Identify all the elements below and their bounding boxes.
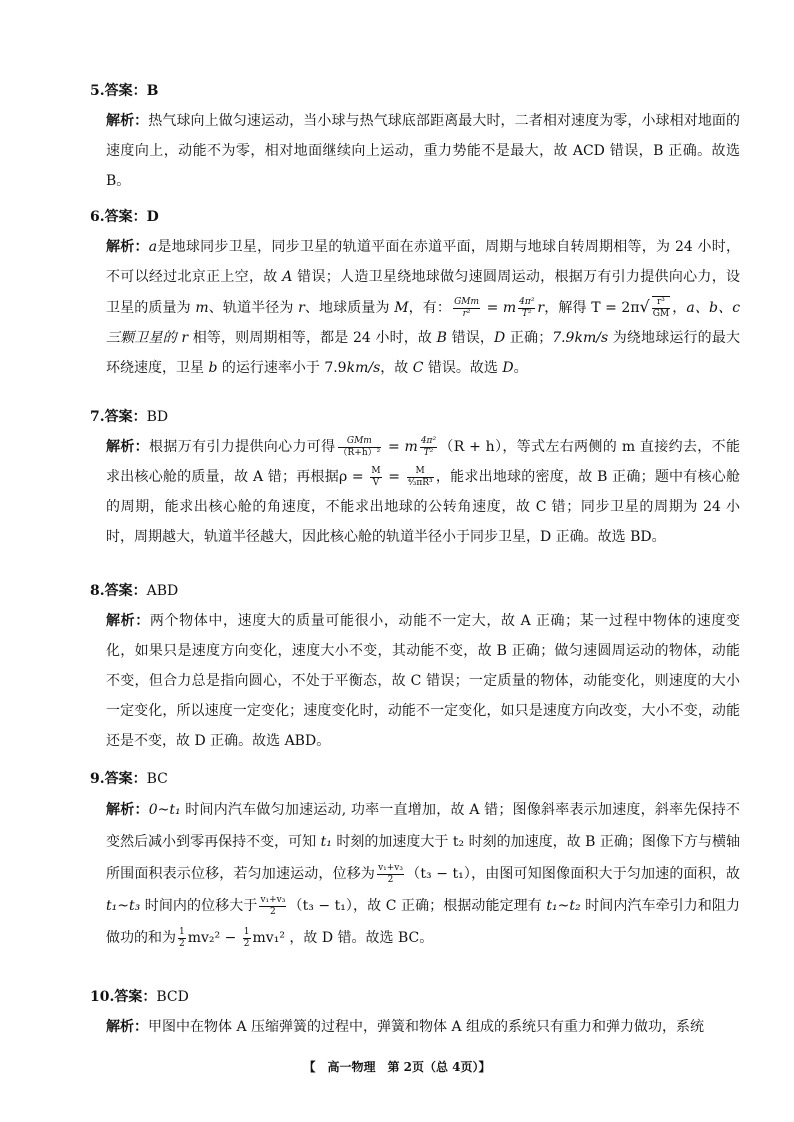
var-a: a [148, 239, 158, 255]
var-r: r [298, 300, 305, 316]
unit-kms: km/s [346, 360, 381, 376]
question-5 [90, 80, 740, 196]
equation-part: mv₁² [252, 930, 285, 946]
frac-num: GMm [454, 296, 480, 307]
answer-value: B [146, 83, 159, 99]
answer-value: BD [146, 409, 169, 425]
answer-value: BCD [156, 989, 189, 1005]
question-10 [90, 986, 740, 1042]
analysis-label: 解析： [106, 239, 149, 255]
analysis-text: ，能求出地球的密度，故 B 正确；题中有核心舱的周期，能求出核心舱的角速度，不能求出地球的公转角速度，故 C 错；同步卫星的周期为 24 小时，周期越大，轨道半径越大，因此核心舱的轨道半径小于同步卫星，D 正确。故选 BD。 [106, 469, 740, 545]
var-abc: a、b、c 三颗卫星的 [106, 300, 741, 346]
analysis-paragraph [106, 232, 740, 383]
analysis-text: 是地球同步卫星，同步卫星的轨道平面在赤道平面，周期与地球自转周期相等，为 24 小时，不可以经过北京正上空，故 [106, 239, 740, 285]
option-d: D [502, 360, 514, 376]
answer-value: BC [146, 771, 168, 787]
analysis-text: 时刻的加速度大于 t₂ 时刻的加速度，故 B 正确；图像下方与横轴所围面积表示位移，若匀加速运动，位移为 [106, 834, 741, 882]
answer-line [90, 206, 740, 228]
analysis-text: 相等，则周期相等，都是 24 小时，故 [188, 330, 437, 346]
frac-den: 2 [243, 938, 250, 949]
analysis-text: 、地球质量为 [304, 300, 395, 316]
answer-label: 答案： [104, 771, 147, 787]
frac-num: r³ [652, 297, 670, 309]
analysis-text: 错误；人造卫星绕地球做匀速圆周运动，根据万有引力提供向心力，设卫星的质量为 [106, 269, 740, 316]
question-number: 9. [90, 771, 105, 787]
analysis-text: ，故 D 错。故选 BC。 [284, 930, 434, 946]
frac-den: ⁴⁄₃πR³ [407, 477, 433, 488]
answer-line [90, 768, 740, 790]
answer-label: 答案： [104, 409, 147, 425]
question-number: 5. [90, 83, 105, 99]
fraction-4pi2-t2 [518, 297, 535, 320]
question-9 [90, 768, 740, 954]
answer-line [90, 406, 740, 428]
var-r: r [181, 330, 189, 346]
fraction-m-volume [407, 466, 434, 489]
option-a: A [282, 269, 293, 285]
answer-line [90, 80, 740, 102]
answer-label: 答案： [114, 989, 157, 1005]
analysis-paragraph [106, 606, 740, 756]
analysis-text: ，由图可知图像面积大于匀加速的面积，故 [471, 866, 741, 882]
option-b: B [436, 330, 447, 346]
fraction-half [243, 927, 251, 950]
equation-part: = m [482, 300, 517, 316]
equation-part: r [537, 300, 545, 316]
analysis-text: 。 [513, 360, 528, 376]
frac-den: T² [423, 447, 434, 458]
answer-label: 答案： [104, 83, 147, 99]
time-t1: t₁ [320, 834, 332, 850]
analysis-text: 时间内的位移大于 [140, 898, 258, 914]
sqrt-sign: √ [639, 297, 650, 316]
frac-den: V [372, 477, 380, 488]
analysis-text: ，等式左右两侧的 m 直接约去，不能求出核心舱的质量，故 A 错；再根据 [106, 439, 740, 485]
fraction-v1v3-2 [377, 863, 404, 886]
frac-num: 4π² [519, 296, 535, 307]
analysis-text: ， [672, 300, 687, 316]
var-m: m [195, 300, 209, 316]
equation-part: T = 2π [591, 300, 640, 316]
page-footer: 【 高一物理 第 2页（总 4页）】 [303, 1060, 491, 1074]
equation-part: ρ = [338, 469, 369, 485]
equation-part: （t₃ − t₁） [288, 898, 354, 914]
analysis-paragraph [106, 1012, 740, 1042]
fraction-v1v3-2 [259, 895, 286, 918]
fraction-m-v [370, 466, 381, 489]
frac-num: v₁+v₃ [260, 894, 286, 905]
time-t1-t2: t₁~t₂ [546, 898, 581, 914]
analysis-text: 甲图中在物体 A 压缩弹簧的过程中，弹簧和物体 A 组成的系统只有重力和弹力做功，系统 [148, 1019, 705, 1035]
analysis-label: 解析： [106, 439, 150, 455]
equation-part: mv₂² − [187, 930, 241, 946]
fraction-4pi2-t2 [420, 436, 437, 459]
var-big-m: M [394, 300, 409, 316]
frac-den: 2 [387, 874, 394, 885]
analysis-text: 错误， [446, 330, 495, 346]
frac-num: 4π² [420, 435, 437, 446]
option-d: D [494, 330, 506, 346]
frac-den: 2 [270, 906, 276, 917]
speed-value: 7.9km/s [552, 330, 609, 346]
frac-num: GMm [338, 436, 382, 448]
question-8 [90, 580, 740, 756]
answer-label: 答案： [104, 209, 147, 225]
answer-value: ABD [146, 583, 179, 599]
analysis-label: 解析： [106, 802, 149, 818]
fraction-gmm-rh2 [338, 436, 382, 459]
frac-num: 1 [243, 926, 250, 937]
analysis-label: 解析： [106, 113, 149, 129]
analysis-text: 时间内汽车牵引力和阻力做功的和为 [106, 898, 741, 946]
question-number: 7. [90, 409, 105, 425]
time-t1-t3: t₁~t₃ [106, 898, 141, 914]
answer-line [90, 580, 740, 602]
question-number: 10. [90, 989, 115, 1005]
equation-part: （R + h） [439, 439, 503, 455]
analysis-text: 错误。故选 [423, 360, 503, 376]
analysis-text: 热气球向上做匀速运动，当小球与热气球底部距离最大时，二者相对速度为零，小球相对地面的速度向上，动能不为零，相对地面继续向上运动，重力势能不是最大，故 ACD 错误，B 正确。故选 B。 [106, 113, 741, 189]
equation-part: （t₃ − t₁） [406, 866, 472, 882]
question-7 [90, 406, 740, 552]
analysis-text: 的运行速率小于 7.9 [217, 360, 347, 376]
analysis-text: ，故 [380, 360, 413, 376]
analysis-text: 根据万有引力提供向心力可得 [149, 439, 336, 455]
fraction-r3-gm [652, 296, 670, 320]
question-6 [90, 206, 740, 383]
time-subscript: ₁ [174, 802, 181, 818]
analysis-label: 解析： [106, 613, 150, 629]
analysis-paragraph [106, 794, 740, 954]
analysis-text: ，故 C 正确；根据动能定理有 [353, 898, 547, 914]
frac-num: M [407, 466, 434, 478]
analysis-text: 、轨道半径为 [208, 300, 299, 316]
analysis-text: 正确； [505, 330, 553, 346]
fraction-gmm-r2 [453, 297, 480, 320]
analysis-text: 两个物体中，速度大的质量可能很小，动能不一定大，故 A 正确；某一过程中物体的速度变化，如果只是速度方向变化，速度大小不变，其动能不变，故 B 正确；做匀速圆周运动的物体，动能不变，但合力总是指向圆心，不处于平衡态，故 C 错误；一定质量的物体，动能变化，则速度的大小一定变化，所以速度一定变化；速度变化时，动能不一定变化，如只是速度方向改变，大小不变，动能还是不变，故 D 正确。故选 ABD。 [106, 613, 741, 749]
question-number: 6. [90, 209, 105, 225]
option-c: C [412, 360, 424, 376]
analysis-paragraph [106, 106, 740, 196]
frac-den: （R+h）² [338, 447, 381, 458]
question-number: 8. [90, 583, 105, 599]
frac-num: 1 [179, 926, 185, 937]
answer-line [90, 986, 740, 1008]
frac-den: GM [652, 309, 670, 319]
answer-value: D [146, 209, 159, 225]
equation-part: = [383, 469, 405, 485]
fraction-half [178, 927, 186, 950]
frac-den: 2 [179, 938, 185, 949]
frac-den: r² [462, 308, 471, 319]
equation-part: = m [383, 439, 418, 455]
analysis-text: ，解得 [544, 300, 592, 316]
analysis-text: ，有： [408, 300, 452, 316]
analysis-text: 为绕地球运行的最大环绕速度，卫星 [106, 330, 740, 376]
time-range: 0~t [148, 802, 175, 818]
frac-num: v₁+v₃ [378, 862, 404, 873]
frac-num: M [371, 465, 381, 476]
frac-den: T² [521, 308, 532, 319]
analysis-label: 解析： [106, 1019, 148, 1035]
analysis-text: 时间内汽车做匀加速运动, 功率一直增加，故 A 错；图像斜率表示加速度，斜率先保持不变然后减小到零再保持不变，可知 [106, 802, 741, 850]
analysis-paragraph [106, 432, 740, 552]
var-b: b [208, 360, 218, 376]
answer-label: 答案： [104, 583, 147, 599]
